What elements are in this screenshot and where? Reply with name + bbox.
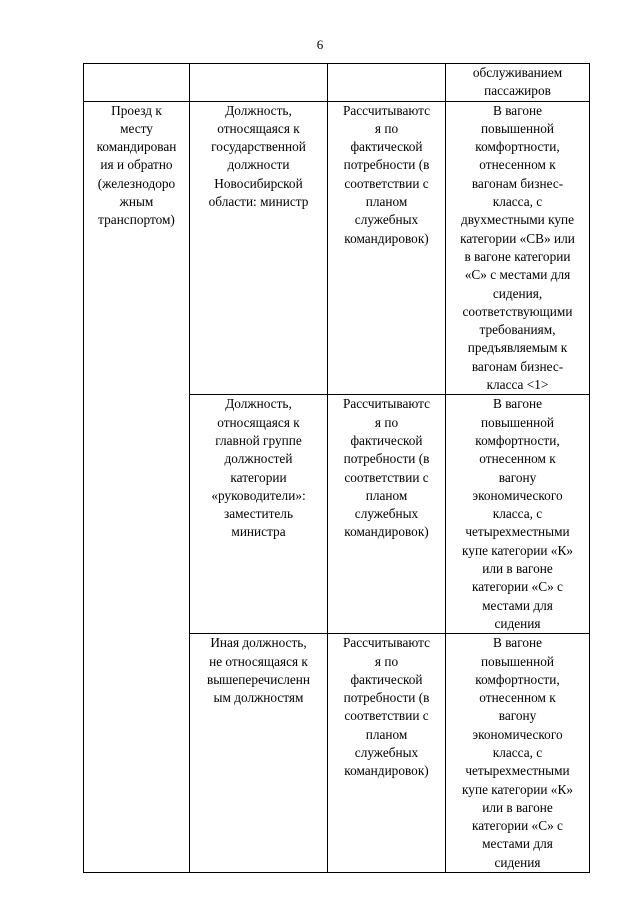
cell-text-line: командировок) [344,524,429,540]
cell-position [190,395,328,634]
cell-norm [328,101,446,395]
cell-text-line: государственной [211,139,306,155]
cell-text-line: я по [374,653,399,669]
cell-text-line: предъявляемым к [467,340,568,356]
cell-text-line: «С» с местами для [464,267,571,283]
norms-table [83,63,590,873]
cell-text-line: требованиям, [479,322,556,338]
cell-position [190,101,328,395]
cell-text-line: (железнодоро [97,175,176,191]
cell-text-line: служебных [354,744,419,760]
cell-empty [190,64,328,102]
cell-text-line: должности [227,157,290,173]
cell-text-line: или в вагоне [482,799,553,815]
cell-text-line: я по [374,414,399,430]
cell-text-line: вышеперечисленн [206,671,311,687]
cell-text-line: должностей [224,451,293,467]
cell-category [446,634,590,873]
cell-text-line: комфортности, [475,432,560,448]
cell-text-line: класса, с [492,194,543,210]
cell-text-line: класса <1> [486,377,549,393]
cell-text-line: местами для [482,836,553,852]
cell-text-line: местами для [482,597,553,613]
cell-text-line: комфортности, [475,671,560,687]
cell-text-line: Рассчитываютс [342,396,431,412]
cell-text-line: планом [365,194,408,210]
cell-text-line: Иная должность, [210,635,307,651]
cell-text-line: экономического [472,487,563,503]
cell-position [190,634,328,873]
cell-text-line: относящаяся к [217,120,300,136]
cell-text-line: области: министр [208,194,309,210]
cell-text-line: вагонам бизнес- [471,175,564,191]
cell-text-line: купе категории «К» [462,781,573,797]
cell-text-line: в вагоне категории [464,248,571,264]
cell-text-line: вагону [498,469,537,485]
cell-text-line: сидения [494,854,541,870]
cell-text-line: командировок) [344,230,429,246]
cell-text-line: соответствии с [344,469,429,485]
cell-text-line: сидения [494,615,541,631]
cell-text-line: Рассчитываютс [342,635,431,651]
cell-text-line: соответствующими [462,303,573,319]
cell-text-line: транспортом) [98,212,175,228]
cell-text-line: двухместными купе [460,212,575,228]
cell-text-line: В вагоне [493,635,542,651]
cell-norm [328,395,446,634]
cell-text-line: планом [365,487,408,503]
cell-text-line: повышенной [480,120,555,136]
cell-text-line: категории «С» с [472,818,563,834]
cell-text-line: класса, с [492,744,543,760]
cell-text-line: четырехместными [465,524,570,540]
cell-text-line: служебных [354,506,419,522]
cell-text-line: повышенной [480,653,555,669]
cell-text-line: «руководители»: [211,487,306,503]
table-row [84,101,590,395]
cell-text-line: соответствии с [344,708,429,724]
cell-text-line: комфортности, [475,139,560,155]
cell-text-line: вагону [498,708,537,724]
cell-text-line: фактической [350,671,423,687]
cell-norm [328,634,446,873]
page-number: 6 [316,37,324,52]
cell-text-line: главной группе [215,432,302,448]
cell-text-line: отнесенном к [479,690,556,706]
cell-text-line: категории «С» с [472,579,563,595]
cell-empty [84,64,190,102]
cell-text-line: фактической [350,432,423,448]
cell-text-line: фактической [350,139,423,155]
cell-text-line: жным [119,194,154,210]
cell-text-line: повышенной [480,414,555,430]
cell-category [446,395,590,634]
cell-text-line: не относящаяся к [209,653,308,669]
cell-text-line: потребности (в [343,690,430,706]
cell-text-line: служебных [354,212,419,228]
cell-text-line: министра [231,524,286,540]
cell-continuation-category [446,64,590,102]
cell-text-line: планом [365,726,408,742]
cell-text-line: экономического [472,726,563,742]
cell-text-line: вагонам бизнес- [471,358,564,374]
cell-text-line: ым должностям [213,690,304,706]
cell-text-line: отнесенном к [479,451,556,467]
cell-text-line: В вагоне [493,102,542,118]
cell-text-line: Рассчитываютс [342,102,431,118]
cell-empty [328,64,446,102]
cell-text-line: командировок) [344,763,429,779]
cell-text-line: потребности (в [343,157,430,173]
cell-text-line: соответствии с [344,175,429,191]
cell-text-line: я по [374,120,399,136]
cell-text-line: относящаяся к [217,414,300,430]
cell-category [446,101,590,395]
cell-text-line: пассажиров [484,83,551,99]
cell-text-line: месту [120,120,153,136]
cell-text-line: четырехместными [465,763,570,779]
cell-text-line: командирован [96,139,177,155]
cell-text-line: заместитель [223,506,294,522]
cell-text-line: ия и обратно [100,157,173,173]
cell-travel-type [84,101,190,872]
cell-text-line: категории «СВ» или [460,230,575,246]
cell-text-line: Новосибирской [214,175,303,191]
continuation-row [84,64,590,102]
cell-text-line: В вагоне [493,396,542,412]
cell-text-line: сидения, [492,285,543,301]
cell-text-line: Должность, [225,102,292,118]
cell-text-line: обслуживанием [472,65,563,80]
cell-text-line: класса, с [492,506,543,522]
cell-text-line: отнесенном к [479,157,556,173]
cell-text-line: категории [230,469,287,485]
cell-text-line: или в вагоне [482,561,553,577]
cell-text-line: купе категории «К» [462,542,573,558]
cell-text-line: Должность, [225,396,292,412]
cell-text-line: Проезд к [111,102,162,118]
cell-text-line: потребности (в [343,451,430,467]
